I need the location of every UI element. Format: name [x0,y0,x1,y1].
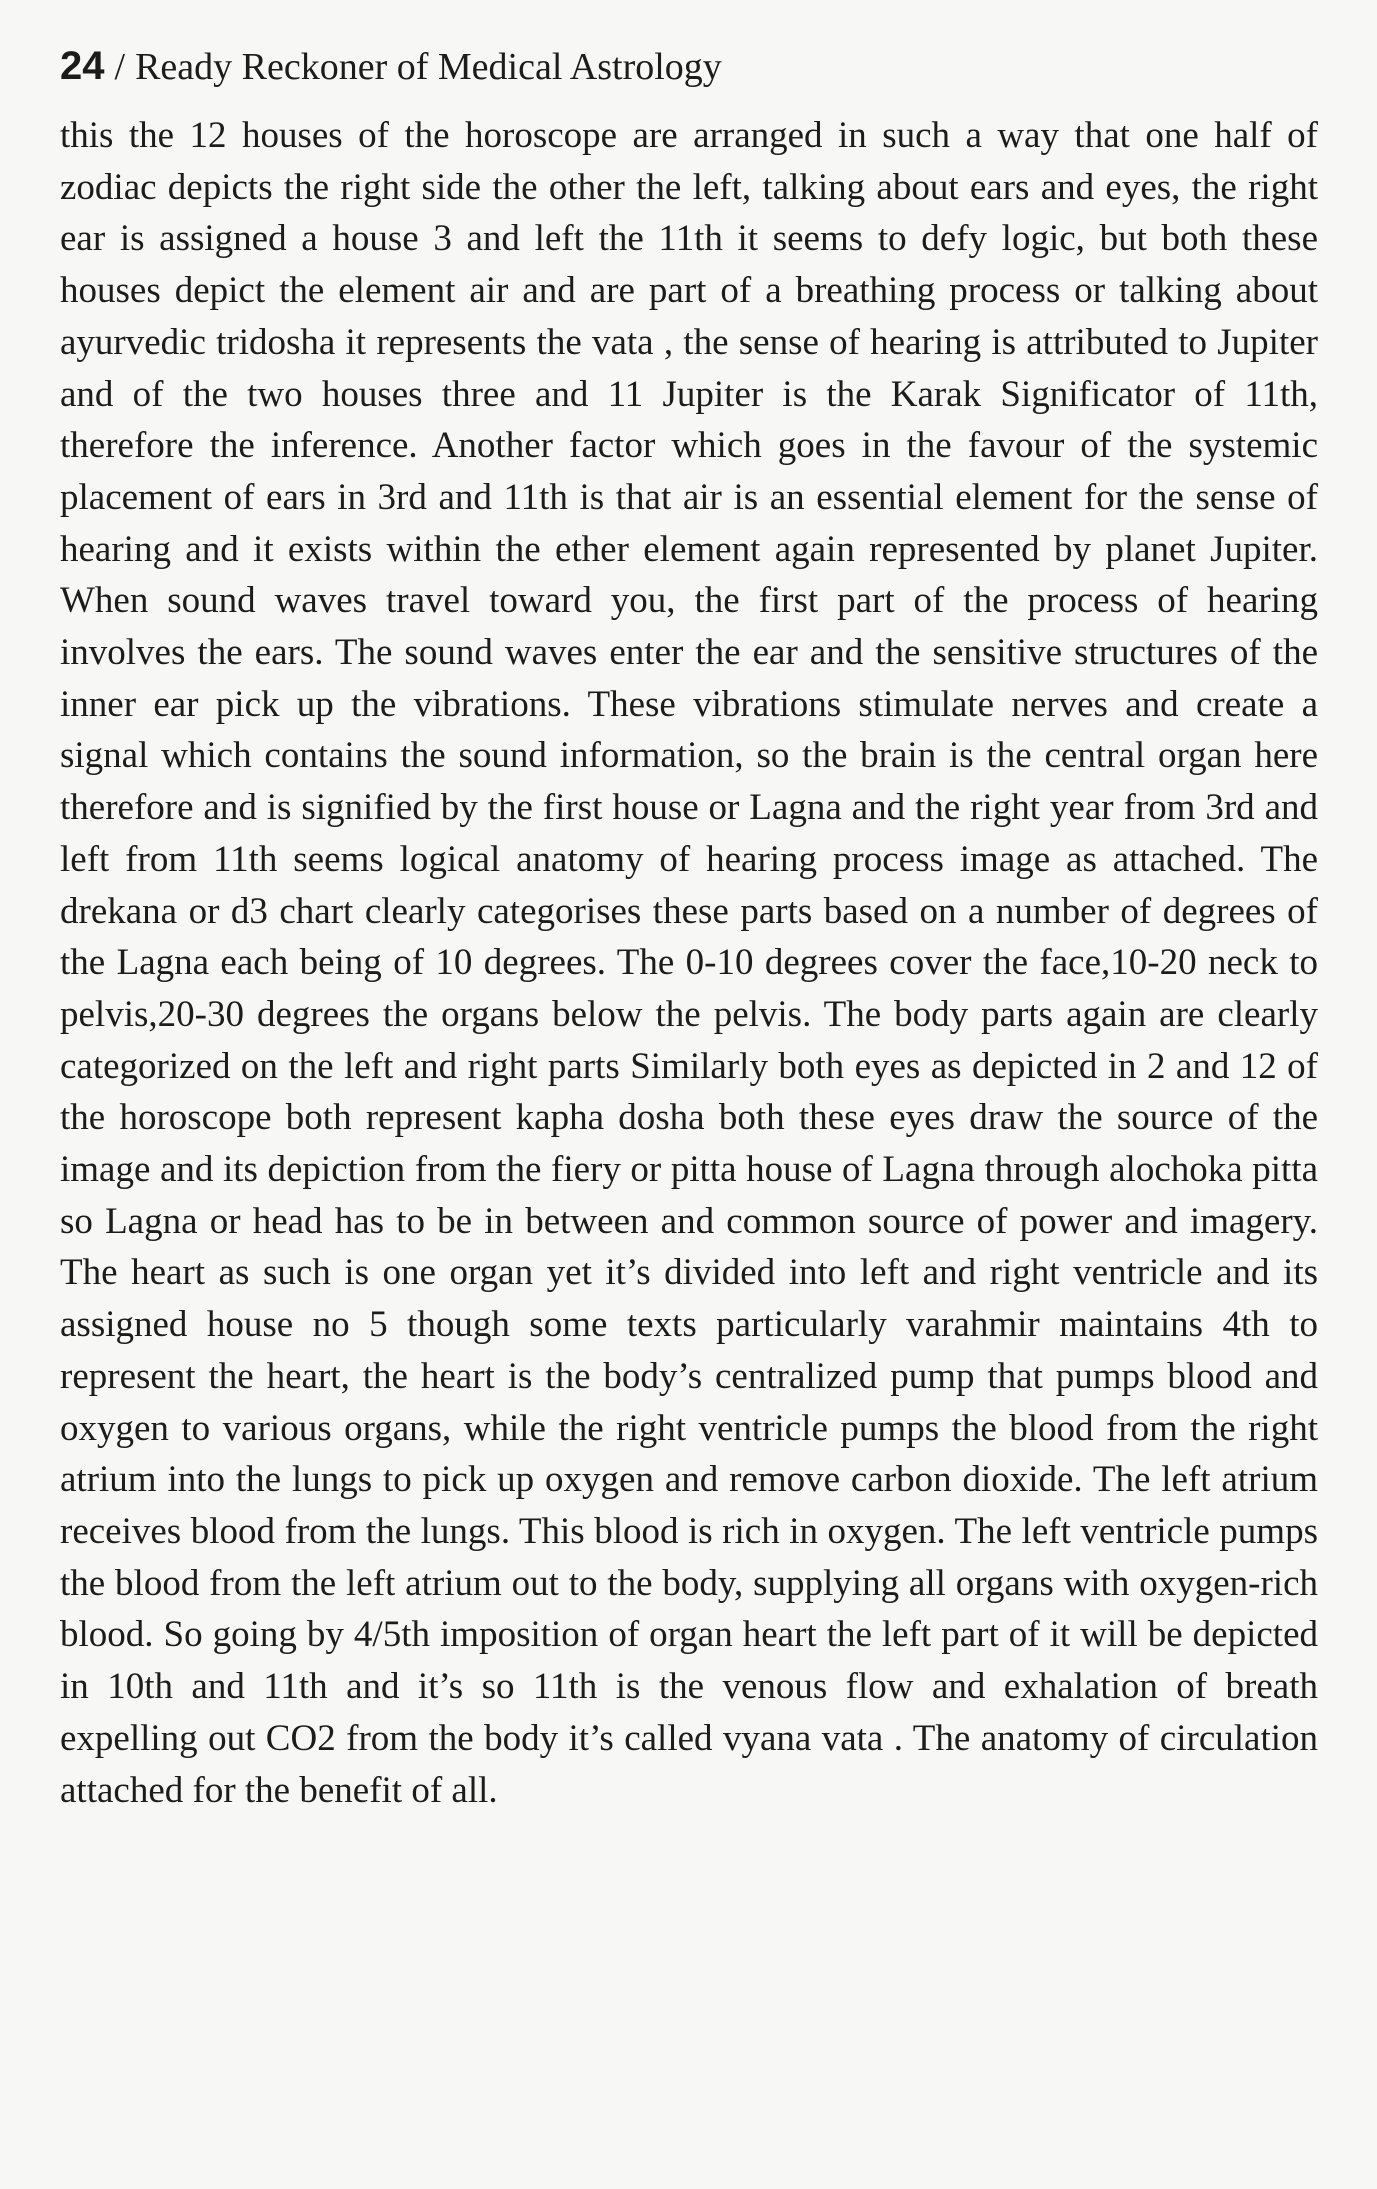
page-number: 24 [60,44,105,88]
running-header [60,44,722,89]
body-paragraph: this the 12 houses of the horoscope are arranged in such a way that one half of zodiac depicts the right side the other the left, talking about ears and eyes, the right ear is assigned a house 3 and left the 11th it seems to defy logic, but both these houses depict the element air and are part of a breathing process or talking about ayurvedic tridosha it represents the vata , the sense of hearing is attributed to Jupiter and of the two houses three and 11 Jupiter is the Karak Significator of 11th, therefore the inference. Another factor which goes in the favour of the systemic placement of ears in 3rd and 11th is that air is an essential element for the sense of hearing and it exists within the ether element again represented by planet Jupiter. When sound waves travel toward you, the first part of the process of hearing involves the ears. The sound waves enter the ear and the sensitive structures of the inner ear pick up the vibrations. These vibrations stimulate nerves and create a signal which contains the sound information, so the brain is the central organ here therefore and is signified by the first house or Lagna and the right year from 3rd and left from 11th seems logical anatomy of hearing process image as attached. The drekana or d3 chart clearly categorises these parts based on a number of degrees of the Lagna each being of 10 degrees. The 0-10 degrees cover the face,10-20 neck to pelvis,20-30 degrees the organs below the pelvis. The body parts again are clearly categorized on the left and right parts Similarly both eyes as depicted in 2 and 12 of the horoscope both represent kapha dosha both these eyes draw the source of the image and its depiction from the fiery or pitta house of Lagna through alochoka pitta so Lagna or head has to be in between and common source of power and imagery. The heart as such is one organ yet it’s divided into left and right ventricle and its assigned house no 5 though some texts particularly varahmir maintains 4th to represent the heart, the heart is the body’s centralized pump that pumps blood and oxygen to various organs, while the right ventricle pumps the blood from the right atrium into the lungs to pick up oxygen and remove carbon dioxide. The left atrium receives blood from the lungs. This blood is rich in oxygen. The left ventricle pumps the blood from the left atrium out to the body, supplying all organs with oxygen-rich blood. So going by 4/5th imposition of organ heart the left part of it will be depicted in 10th and 11th and it’s so 11th is the venous flow and exhalation of breath expelling out CO2 from the body it’s called vyana vata . The anatomy of circulation attached for the benefit of all. [60,115,1318,1811]
book-title: Ready Reckoner of Medical Astrology [135,46,722,88]
header-separator: / [114,46,126,88]
